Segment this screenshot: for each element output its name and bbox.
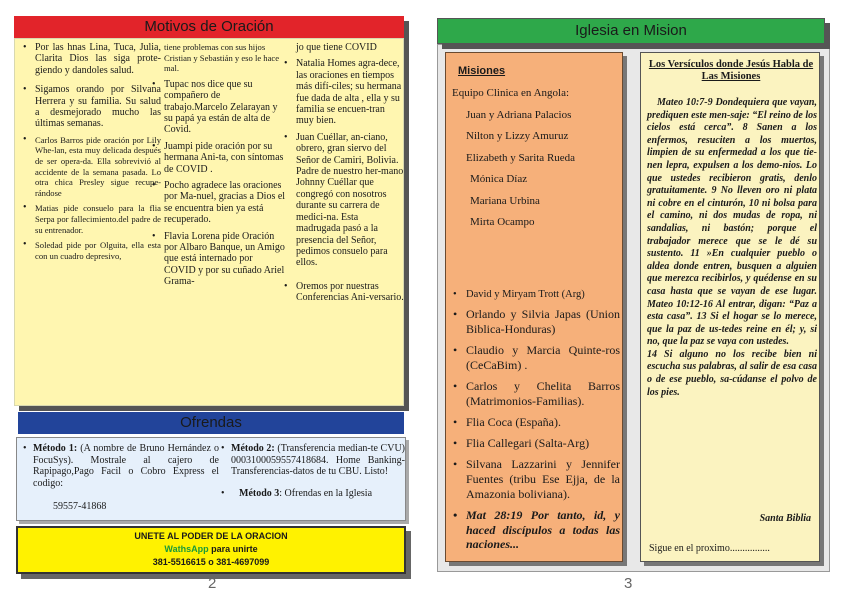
metodo-2 xyxy=(221,443,405,478)
team-member: Juan y Adriana Palacios xyxy=(466,109,572,121)
metodo-1-text: (A nombre de Bruno Hernández o FocuSys). Mostrale al cajero de Rapipago,Pago Facil o Cobro Express el codigo: xyxy=(33,443,219,489)
whatsapp-app-name: WathsApp xyxy=(164,544,209,554)
prayer-item: • Pocho agradece las oraciones por Ma-nuel, gracias a Dios el se encuentra bien ya está recuperado. xyxy=(150,180,286,226)
team-member: Mónica Díaz xyxy=(470,173,528,186)
verses-box xyxy=(640,52,820,562)
whatsapp-banner xyxy=(16,526,406,574)
continued-note: Sigue en el proximo................ xyxy=(649,543,770,554)
metodo-2-text: (Transferencia median-te CVU) 0003100059557418684. Home Banking- Transferencias-datos de tu CBU. Listo! xyxy=(231,443,405,478)
missionary-item: • Orlando y Silvia Japas (Union Biblica-Honduras) xyxy=(452,307,620,337)
missionary-item: • Flia Coca (España). xyxy=(452,415,620,430)
prayer-item: • Juan Cuéllar, an-ciano, obrero, gran siervo del Señor de Camiri, Bolivia. Padre de nuestro her-mano Johnny Cuéllar que congregó con nosotros durante su carrera de medici-na. Esta madrugada pasó a la presencia del Señor, pedimos consuelo para ellos. xyxy=(282,132,404,269)
prayer-item: • Matias pide consuelo para la flia Serpa por fallecimiento.del padre de su entrenador. xyxy=(21,203,161,235)
team-member: Nilton y Lizzy Amuruz xyxy=(466,130,569,143)
whatsapp-title: UNETE AL PODER DE LA ORACION xyxy=(134,531,288,541)
metodo-1 xyxy=(23,443,219,489)
missionaries-list xyxy=(452,289,620,558)
ofrendas-column-2 xyxy=(221,443,405,499)
page-number-left: 2 xyxy=(208,575,217,592)
whatsapp-phones: 381-5516615 o 381-4697099 xyxy=(152,557,270,567)
team-label: Equipo Clinica en Angola: xyxy=(452,87,570,99)
missionary-item: • Claudio y Marcia Quinte-ros (CeCaBim) . xyxy=(452,343,620,373)
team-member: Elizabeth y Sarita Rueda xyxy=(466,151,576,164)
ofrendas-column-1 xyxy=(23,443,219,513)
prayer-item-continued: jo que tiene COVID xyxy=(296,42,377,53)
missions-title: Misiones xyxy=(458,65,506,77)
missionary-item: • Flia Callegari (Salta-Arg) xyxy=(452,436,620,451)
prayer-item-continued: tiene problemas con sus hijos Cristian y Sebastián y eso le hace mal. xyxy=(164,42,280,74)
whatsapp-suffix: para unirte xyxy=(208,544,258,554)
prayer-item: • Soledad pide por Olguita, ella esta con un cuadro depresivo, xyxy=(21,240,161,261)
missions-box xyxy=(445,52,623,562)
prayer-item: • Oremos por nuestras Conferencias Ani-versario. xyxy=(282,281,404,304)
prayer-header: Motivos de Oración xyxy=(14,16,404,38)
missionary-item: • David y Miryam Trott (Arg) xyxy=(452,289,620,301)
prayer-requests-box xyxy=(14,38,404,406)
verses-paragraph: Mateo 10:7-9 Dondequiera que vayan, prediquen este men-saje: “El reino de los cielos está cerca”. 8 Sanen a los enfermos, resuciten a los muertos, limpien de su enfermedad a los que tie-nen lepra, expulsen a los demo-nios. Lo que ustedes recibieron gratis, denlo gratuitamente. 9 No lleven oro ni plata ni cobre en el cinturón, 10 ni bolsa para el camino, ni dos mudas de ropa, ni sandalias, ni bastón; porque el trabajador merece que se le dé su sustento. 11 »En cualquier pueblo o aldea donde entren, busquen a alguien que merezca recibirlos, y quédense en su casa hasta que se vayan de ese lugar. Mateo 10:12-16 Al entrar, digan: “Paz a esta casa”. 13 Si el hogar se lo merece, que la paz de us-tedes reine en él; y, si no, que la paz se vaya con ustedes. xyxy=(647,97,817,348)
metodo-1-label: Método 1: xyxy=(33,443,78,454)
closing-verse: • Mat 28:19 Por tanto, id, y haced discípulos a todas las naciones... xyxy=(452,508,620,552)
metodo-3-label: Método 3 xyxy=(239,487,280,499)
prayer-item: • Carlos Barros pide oración por Lily Whe-lan, esta muy delicada después de ser opera-da. Ella sobrevivió al accidente de la semana pasada. Lo otra chica Presley sigue recupe-rándose xyxy=(21,135,161,199)
payment-code: 59557-41868 xyxy=(53,501,107,513)
prayer-item: • Juampi pide oración por su hermana Ani-ta, con síntomas de COVID . xyxy=(150,141,286,175)
missionary-item: • Silvana Lazzarini y Jennifer Fuentes (tribu Ese Ejja, de la Amazonia boliviana). xyxy=(452,457,620,502)
page-number-right: 3 xyxy=(624,575,633,592)
missionary-item: • Carlos y Chelita Barros (Matrimonios-Familias). xyxy=(452,379,620,409)
metodo-3 xyxy=(221,488,405,500)
verses-title: Los Versículos donde Jesús Habla de Las Misiones xyxy=(648,59,814,82)
team-members xyxy=(446,105,624,233)
prayer-item: • Natalia Homes agra-dece, las oraciones en tiempos más difí-ciles; su hermana fue dada de alta , ella y su familia se encuen-tran muy bien. xyxy=(282,58,404,126)
prayer-item: • Sigamos orando por Silvana Herrera y su familia. Su salud a desmejorado mucho las últimas semanas. xyxy=(21,84,161,130)
ofrendas-header: Ofrendas xyxy=(18,412,404,434)
prayer-item: • Flavia Lorena pide Oración por Albaro Banque, un Amigo que está internado por COVID y por su cuñado Ariel Grama- xyxy=(150,231,286,288)
verses-body xyxy=(647,97,817,399)
whatsapp-line xyxy=(18,543,404,556)
ofrendas-box xyxy=(16,437,406,521)
verses-signature: Santa Biblia xyxy=(759,513,811,524)
team-member: Mirta Ocampo xyxy=(470,215,535,228)
team-member: Mariana Urbina xyxy=(470,194,540,207)
prayer-column-1 xyxy=(21,42,161,266)
mission-header: Iglesia en Mision xyxy=(437,18,825,44)
prayer-item: • Tupac nos dice que su compañero de trabajo.Marcelo Zelarayan y su papá ya están de alta de Covid. xyxy=(150,79,286,136)
metodo-2-label: Método 2: xyxy=(231,443,275,454)
prayer-item: • Por las hnas Lina, Tuca, Julia, Clarita Dios las siga prote-giendo y dandoles salud. xyxy=(21,42,161,76)
verses-paragraph: 14 Si alguno no los recibe bien ni escucha sus palabras, al salir de esa casa o de ese pueblo, sa-cúdanse el polvo de los pies. xyxy=(647,348,817,398)
metodo-3-text: : Ofrendas en la Iglesia xyxy=(279,487,373,499)
prayer-column-3 xyxy=(282,42,404,309)
prayer-column-2 xyxy=(150,42,286,293)
